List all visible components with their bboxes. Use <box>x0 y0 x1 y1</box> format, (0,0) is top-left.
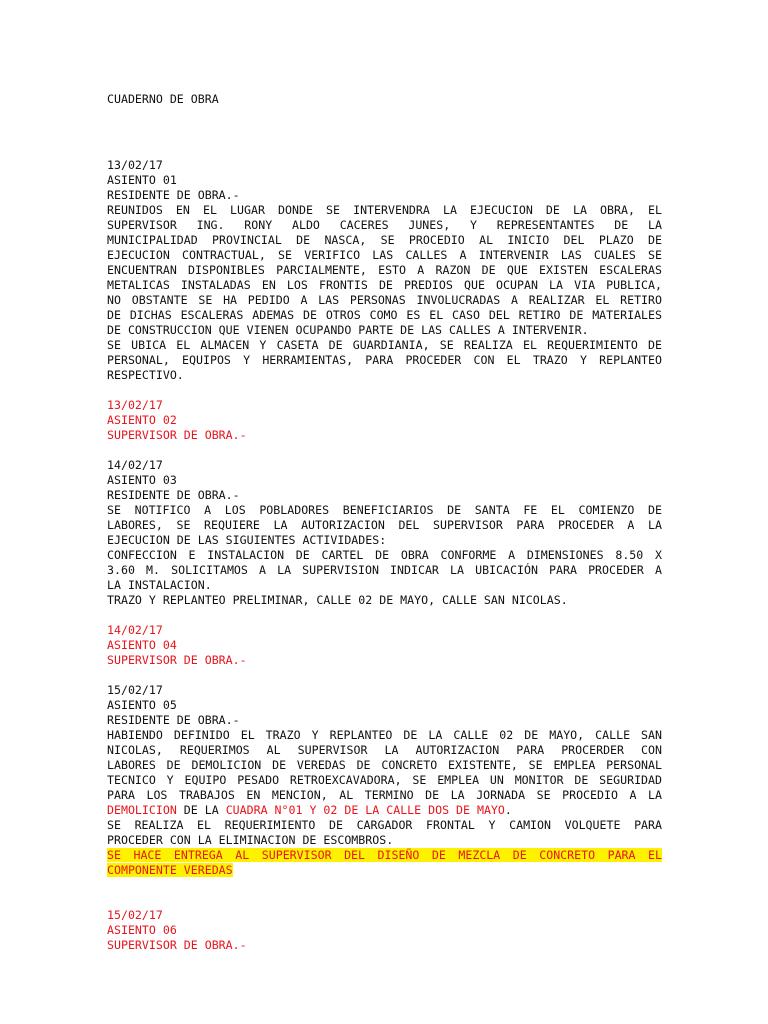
entry-text-line: TRAZO Y REPLANTEO PRELIMINAR, CALLE 02 DE MAYO, CALLE SAN NICOLAS. <box>107 593 568 607</box>
entry-date: 15/02/17 <box>107 683 163 697</box>
entry-asiento: ASIENTO 03 <box>107 473 177 487</box>
entry-role: RESIDENTE DE OBRA.- <box>107 713 240 727</box>
entry-asiento: ASIENTO 04 <box>107 638 177 652</box>
entry-text-line: PERSONAL, EQUIPOS Y HERRAMIENTAS, PARA PROCEDER CON EL TRAZO Y REPLANTEO <box>107 353 662 367</box>
entry-asiento: ASIENTO 02 <box>107 413 177 427</box>
entry-text-line: LABORES DE DEMOLICION DE VEREDAS DE CONCRETO EXISTENTE, SE EMPLEA PERSONAL <box>107 758 662 772</box>
cuadra-red-text: CUADRA N°01 Y 02 DE LA CALLE DOS DE MAYO <box>225 803 505 817</box>
entry-role: SUPERVISOR DE OBRA.- <box>107 428 247 442</box>
demolicion-red-text: DEMOLICION <box>107 803 177 817</box>
entry-text-line: NO OBSTANTE SE HA PEDIDO A LAS PERSONAS INVOLUCRADAS A REALIZAR EL RETIRO <box>107 293 662 307</box>
entry-text-line: TECNICO Y EQUIPO PESADO RETROEXCAVADORA, SE EMPLEA UN MONITOR DE SEGURIDAD <box>107 773 662 787</box>
entry-text-line: MUNICIPALIDAD PROVINCIAL DE NASCA, SE PROCEDIO AL INICIO DEL PLAZO DE <box>107 233 662 247</box>
entry-text-line: NICOLAS, REQUERIMOS AL SUPERVISOR LA AUTORIZACION PARA PROCERDER CON <box>107 743 662 757</box>
entry-text-line: ENCUENTRAN DISPONIBLES PARCIALMENTE, ESTO A RAZON DE QUE EXISTEN ESCALERAS <box>107 263 662 277</box>
entry-text-line: METALICAS INSTALADAS EN LOS FRONTIS DE PREDIOS QUE OCUPAN LA VIA PUBLICA, <box>107 278 662 292</box>
entry-text-line: DE DICHAS ESCALERAS ADEMAS DE OTROS COMO ES EL CASO DEL RETIRO DE MATERIALES <box>107 308 662 322</box>
entry-role: RESIDENTE DE OBRA.- <box>107 488 240 502</box>
entry-date: 13/02/17 <box>107 158 163 172</box>
entry-text-line: SE REALIZA EL REQUERIMIENTO DE CARGADOR FRONTAL Y CAMION VOLQUETE PARA <box>107 818 662 832</box>
document-page <box>107 92 662 953</box>
entry-date: 14/02/17 <box>107 458 163 472</box>
entry-text-line: LA INSTALACION. <box>107 578 212 592</box>
entry-mixed-line <box>107 803 662 818</box>
highlight-span: SE HACE ENTREGA AL SUPERVISOR DEL DISEÑO DE MEZCLA DE CONCRETO PARA EL <box>107 848 662 862</box>
entry-role: SUPERVISOR DE OBRA.- <box>107 938 247 952</box>
entry-date: 13/02/17 <box>107 398 163 412</box>
entry-text-line: PARA LOS TRABAJOS EN MENCION, AL TERMINO DE LA JORNADA SE PROCEDIO A LA <box>107 788 662 802</box>
highlighted-text-line <box>107 848 662 863</box>
entry-text-line: REUNIDOS EN EL LUGAR DONDE SE INTERVENDRA LA EJECUCION DE LA OBRA, EL <box>107 203 662 217</box>
entry-text-line: SE NOTIFICO A LOS POBLADORES BENEFICIARIOS DE SANTA FE EL COMIENZO DE <box>107 503 662 517</box>
entry-text-line: SUPERVISOR ING. RONY ALDO CACERES JUNES, Y REPRESENTANTES DE LA <box>107 218 662 232</box>
entry-text-line: EJECUCION DE LAS SIGUIENTES ACTIVIDADES: <box>107 533 387 547</box>
entry-text-line: SE UBICA EL ALMACEN Y CASETA DE GUARDIANIA, SE REALIZA EL REQUERIMIENTO DE <box>107 338 662 352</box>
entry-date: 14/02/17 <box>107 623 163 637</box>
entry-asiento: ASIENTO 01 <box>107 173 177 187</box>
entry-date: 15/02/17 <box>107 908 163 922</box>
mixed-text-end: . <box>504 803 512 817</box>
entry-role: RESIDENTE DE OBRA.- <box>107 188 240 202</box>
highlighted-text-line <box>107 863 662 878</box>
entry-text-line: RESPECTIVO. <box>107 368 184 382</box>
entry-text-line: 3.60 M. SOLICITAMOS A LA SUPERVISION INDICAR LA UBICACIÓN PARA PROCEDER A <box>107 563 662 577</box>
document-title: CUADERNO DE OBRA <box>107 92 219 106</box>
entry-asiento: ASIENTO 05 <box>107 698 177 712</box>
entry-text-line: DE CONSTRUCCION QUE VIENEN OCUPANDO PARTE DE LAS CALLES A INTERVENIR. <box>107 323 589 337</box>
highlight-span: COMPONENTE VEREDAS <box>107 863 233 877</box>
mixed-text: DE LA <box>176 803 226 817</box>
entry-text-line: LABORES, SE REQUIERE LA AUTORIZACION DEL SUPERVISOR PARA PROCEDER A LA <box>107 518 662 532</box>
entry-text-line: HABIENDO DEFINIDO EL TRAZO Y REPLANTEO DE LA CALLE 02 DE MAYO, CALLE SAN <box>107 728 662 742</box>
entry-role: SUPERVISOR DE OBRA.- <box>107 653 247 667</box>
entry-text-line: CONFECCION E INSTALACION DE CARTEL DE OBRA CONFORME A DIMENSIONES 8.50 X <box>107 548 662 562</box>
entry-asiento: ASIENTO 06 <box>107 923 177 937</box>
entry-text-line: EJECUCION CONTRACTUAL, SE VERIFICO LAS CALLES A INTERVENIR LAS CUALES SE <box>107 248 662 262</box>
entry-text-line: PROCEDER CON LA ELIMINACION DE ESCOMBROS. <box>107 833 394 847</box>
